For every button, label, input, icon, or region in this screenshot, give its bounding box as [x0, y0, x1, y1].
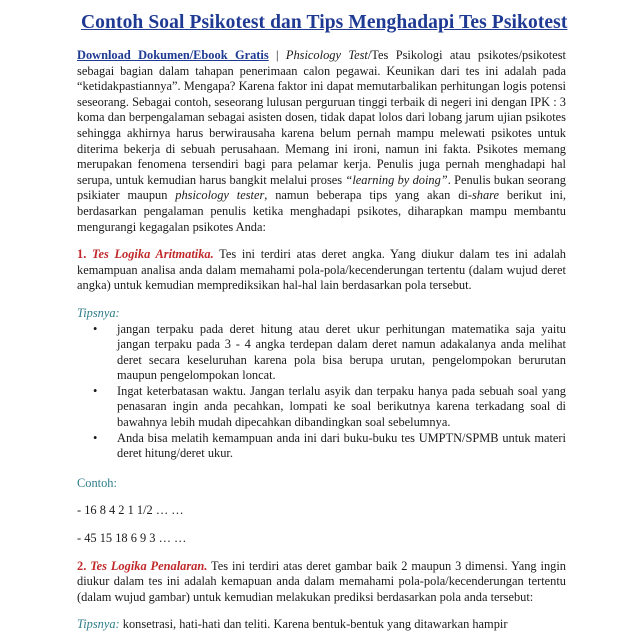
bullet-icon: •	[93, 430, 98, 445]
intro-term: Phsicology Test	[285, 48, 368, 62]
document-title: Contoh Soal Psikotest dan Tips Menghadapi Tes Psikotest	[81, 12, 568, 33]
intro-paragraph: Download Dokumen/Ebook Gratis | Phsicology Test/Tes Psikologi atau psikotes/psikotest sebagai bagian dalam tahapan penerimaan calon pegawai. Keunikan dari tes ini adalah pada “ketidakpastiannya”. Mengapa? Karena faktor ini dapat memutarbalikan perhitungan logis potensi seseorang. Sebagai contoh, seseorang lulusan perguruan tinggi terbaik di negeri ini dengan IPK : 3 koma dan berpengalaman sebagai asisten dosen, tidak dapat lolos dari lobang jarum ujian psikotes sehingga akhirnya harus berwirausaha karena belum pernah mampu melewati psikotes untuk diterima bekerja di sebuah perusahaan. Memang ini ironi, namun ini fakta. Psikotes memang merupakan fenomena tersendiri bagi para pelamar kerja. Penulis juga pernah menghadapi hal serupa, untuk kemudian harus bangkit melalui proses “learning by doing”. Penulis bukan seorang psikiater maupun phsicology tester, namun beberapa tips yang akan di-share berikut ini, berdasarkan pengalaman penulis ketika menghadapi psikotes, diharapkan mampu membantu mengurangi kegagalan psikotes Anda:	[77, 48, 566, 234]
tips-label: Tipsnya:	[77, 305, 120, 320]
tips-2-label: Tipsnya:	[77, 617, 120, 632]
tips-list	[77, 322, 566, 462]
example-2: - 45 15 18 6 9 3 … …	[77, 531, 187, 546]
section-1-heading: Tes Logika Aritmatika.	[92, 247, 214, 262]
contoh-label: Contoh:	[77, 475, 117, 490]
example-1: - 16 8 4 2 1 1/2 … …	[77, 503, 184, 518]
download-link[interactable]: Download Dokumen/Ebook Gratis	[77, 48, 269, 62]
bullet-icon: •	[93, 321, 98, 336]
intro-quote: “learning by doing”	[345, 172, 448, 187]
section-2-heading: Tes Logika Penalaran.	[90, 558, 208, 573]
list-item: • Anda bisa melatih kemampuan anda ini dari buku-buku tes UMPTN/SPMB untuk materi deret hitung/deret ukur.	[93, 430, 566, 461]
section-1: 1. Tes Logika Aritmatika. Tes ini terdiri atas deret angka. Yang diukur dalam tes ini adalah kemampuan analisa anda dalam memahami pola-pola/kecenderungan tertentu (dalam wujud deret angka) untuk kemudian memprediksikan hal-hal lain berdasarkan pola tersebut.	[77, 247, 566, 293]
tips-2-paragraph: Tipsnya: konsetrasi, hati-hati dan teliti. Karena bentuk-bentuk yang ditawarkan hampir	[77, 617, 508, 632]
list-item: • Ingat keterbatasan waktu. Jangan terlalu asyik dan terpaku hanya pada sebuah soal yang penasaran ingin anda pecahkan, lompati ke soal berikutnya karena terkadang soal di bawahnya lebih mudah dipecahkan dibandingkan soal sebelumnya.	[93, 383, 566, 430]
list-item: • jangan terpaku pada deret hitung atau deret ukur perhitungan matematika saja yaitu jangan terpaku pada 3 - 4 angka terdepan dalam deret namun adakalanya anda melihat deret secara keseluruhan karena pola bisa berupa urutan, pengelompokan berurutan maupun pengelompokan loncat.	[93, 321, 566, 383]
section-2: 2. Tes Logika Penalaran. Tes ini terdiri atas deret gambar baik 2 maupun 3 dimensi. Yang ingin diukur dalam tes ini adalah kemapuan anda dalam memahami pola-pola/kecenderungan tertentu (dalam wujud gambar) untuk kemudian melakukan prediksi berdasarkan pola anda tersebut:	[77, 558, 566, 604]
bullet-icon: •	[93, 383, 98, 398]
